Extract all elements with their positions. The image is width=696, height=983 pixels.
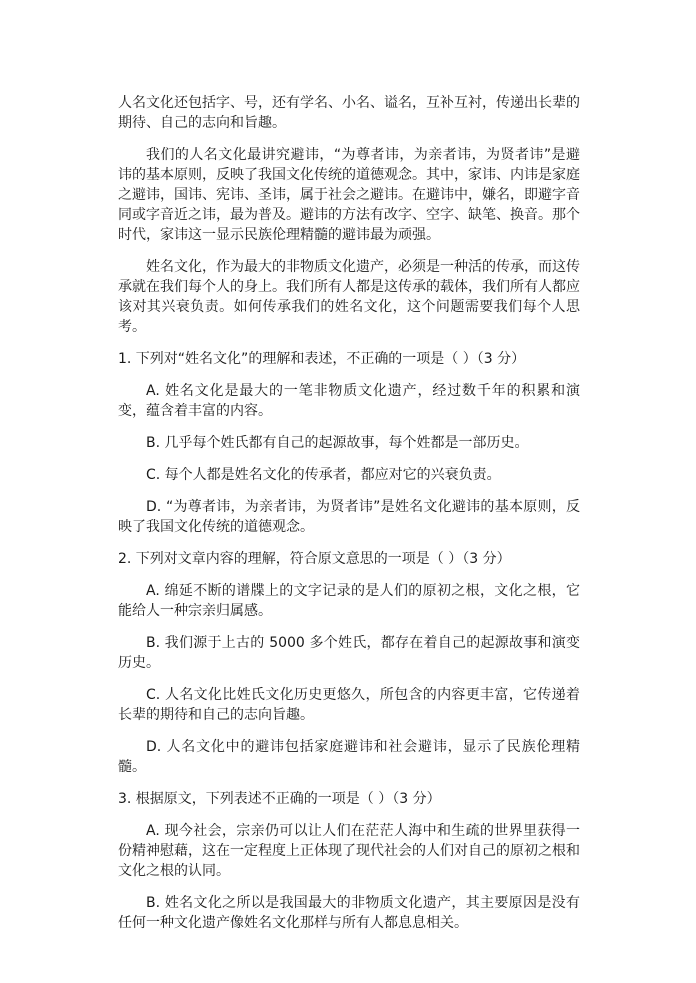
answer-option: B. 几乎每个姓氏都有自己的起源故事，每个姓都是一部历史。 bbox=[146, 435, 529, 451]
body-paragraph: 我们的人名文化最讲究避讳，“为尊者讳，为亲者讳，为贤者讳”是避讳的基本原则，反映了我国文化传统的道德观念。其中，家讳、内讳是家庭之避讳，国讳、宪讳、圣讳，属于社会之避讳。在避讳中，嫌名，即避字音同或字音近之讳，最为普及。避讳的方法有改字、空字、缺笔、换音。那个时代，家讳这一显示民族伦理精髓的避讳最为顽强。 bbox=[118, 147, 580, 243]
answer-option: A. 现今社会，宗亲仍可以让人们在茫茫人海中和生疏的世界里获得一份精神慰藉，这在一定程度上正体现了现代社会的人们对自己的原初之根和文化之根的认同。 bbox=[118, 823, 580, 879]
answer-option: C. 每个人都是姓名文化的传承者，都应对它的兴衰负责。 bbox=[146, 467, 501, 483]
question-3 bbox=[118, 789, 580, 933]
answer-option: B. 我们源于上古的 5000 多个姓氏，都存在着自己的起源故事和演变历史。 bbox=[118, 635, 580, 671]
question-stem: 2. 下列对文章内容的理解，符合原文意思的一项是（ ）（3 分） bbox=[118, 551, 511, 567]
answer-option: D. “为尊者讳，为亲者讳，为贤者讳”是姓名文化避讳的基本原则，反映了我国文化传统的道德观念。 bbox=[118, 499, 580, 535]
answer-option: B. 姓名文化之所以是我国最大的非物质文化遗产，其主要原因是没有任何一种文化遗产像姓名文化那样与所有人都息息相关。 bbox=[118, 895, 580, 931]
body-paragraph: 人名文化还包括字、号，还有学名、小名、谥名，互补互衬，传递出长辈的期待、自己的志向和旨趣。 bbox=[118, 95, 580, 131]
answer-option: D. 人名文化中的避讳包括家庭避讳和社会避讳，显示了民族伦理精髓。 bbox=[118, 739, 580, 775]
answer-option: C. 人名文化比姓氏文化历史更悠久，所包含的内容更丰富，它传递着长辈的期待和自己的志向旨趣。 bbox=[118, 687, 580, 723]
body-paragraph: 姓名文化，作为最大的非物质文化遗产，必须是一种活的传承，而这传承就在我们每个人的身上。我们所有人都是这传承的载体，我们所有人都应该对其兴衰负责。如何传承我们的姓名文化，这个问题需要我们每个人思考。 bbox=[118, 259, 580, 335]
answer-option: A. 姓名文化是最大的一笔非物质文化遗产，经过数千年的积累和演变，蕴含着丰富的内容。 bbox=[118, 383, 580, 419]
question-2 bbox=[118, 549, 580, 777]
document-body bbox=[118, 93, 580, 945]
question-stem: 1. 下列对“姓名文化”的理解和表述，不正确的一项是（ ）（3 分） bbox=[118, 351, 526, 367]
question-1 bbox=[118, 349, 580, 537]
answer-option: A. 绵延不断的谱牒上的文字记录的是人们的原初之根，文化之根，它能给人一种宗亲归属感。 bbox=[118, 583, 580, 619]
question-stem: 3. 根据原文，下列表述不正确的一项是（ ）（3 分） bbox=[118, 791, 441, 807]
